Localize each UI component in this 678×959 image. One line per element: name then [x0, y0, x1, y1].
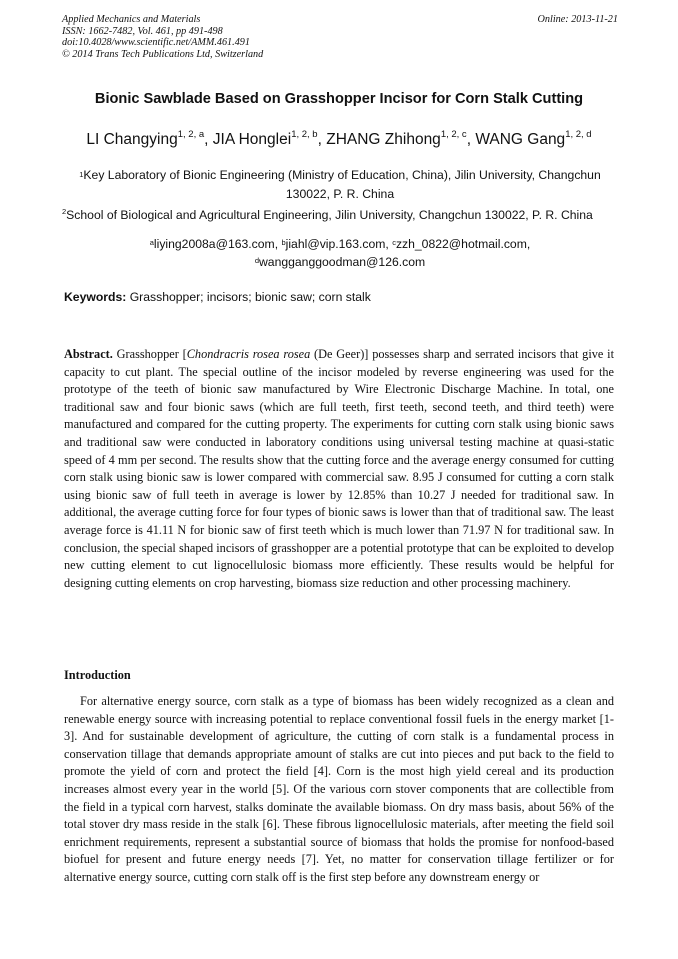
author-superscript: 1, 2, c — [440, 129, 467, 140]
author-superscript: 1, 2, d — [565, 129, 592, 140]
email-superscript: a — [149, 238, 154, 247]
affiliation-text: School of Biological and Agricultural Engineering, Jilin University, Changchun 130022, P. R. China — [66, 208, 593, 222]
keywords-text: Grasshopper; incisors; bionic saw; corn stalk — [129, 290, 371, 304]
author-name: WANG Gang — [475, 131, 566, 148]
copyright-line: © 2014 Trans Tech Publications Ltd, Switzerland — [62, 48, 264, 60]
author-name: JIA Honglei — [212, 131, 292, 148]
online-date: Online: 2013-11-21 — [537, 14, 618, 25]
affiliation-2 — [62, 208, 622, 222]
email-link[interactable]: wangganggoodman@126.com — [258, 255, 426, 269]
journal-header — [62, 14, 618, 60]
email-list: $^a$liying2008a@163.com, $^b$jiahl@vip.163.com, $^c$zzh_0822@hotmail.com, $^d$wangganggoodman@126.com — [149, 237, 531, 269]
affiliation-1 — [64, 166, 616, 204]
email-superscript: d — [254, 256, 259, 265]
email-link[interactable]: jiahl@vip.163.com — [285, 237, 386, 251]
doi-line[interactable]: doi:10.4028/www.scientific.net/AMM.461.491 — [62, 37, 250, 49]
introduction-heading: Introduction — [64, 668, 131, 682]
keywords-label: Keywords: — [64, 290, 127, 304]
author-name: ZHANG Zhihong — [326, 131, 441, 148]
introduction-paragraph: For alternative energy source, corn stalk as a type of biomass has been widely recognized as a clean and renewable energy source with increasing potential to replace conventional fossil fuels in the energy market [1-3]. And for sustainable development of agriculture, the cutting of corn stalk is a fundamental process in conservation tillage that demands appropriate amount of stalks are cut into pieces and put back to the field to promote the yield of corn and protect the field [4]. Corn is the most high yield cereal and its production increases almost every year in the world [5]. Of the various corn stover components that are collectible from the field in a typical corn harvest, stalks dominate the available biomass. On dry mass basis, about 56% of the total stover dry mass reside in the stalk [6]. These fibrous lignocellulosic materials, after meeting the field soil enrichment requirements, represent a substantial source of biomass that holds the promise for nonfood-based biofuel for present and future energy needs [7]. Yet, no matter for conservation tillage fertilizer or for alternative energy source, cutting corn stalk off is the first step before any downstream energy or — [64, 694, 614, 884]
author-list: LI Changying$^{1, 2, a}$, JIA Honglei$^{1, 2, b}$, ZHANG Zhihong$^{1, 2, c}$, WANG Gang$^{1, 2, d}$ — [86, 129, 592, 148]
abstract — [64, 346, 614, 592]
abstract-species: Chondracris rosea rosea — [186, 347, 311, 361]
email-link[interactable]: zzh_0822@hotmail.com — [395, 237, 527, 251]
abstract-text: (De Geer)] possesses sharp and serrated incisors that give it capacity to cut plant. The special outline of the incisor modeled by reverse engineering was used for the prototype of the teeth of bionic saw manufactured by Wire Electronic Discharge Machine. In total, one traditional saw and four bionic saws (which are full teeth, first teeth, second teeth, and third teeth) were manufactured and compared for the cutting property. The experiments for cutting corn stalk using bionic saws and traditional saw were conducted in laboratory conditions using universal testing machine at quasi-static speed of 4 mm per second. The results show that the cutting force and the average energy consumed for cutting corn stalk using bionic saw is lower compared with commercial saw. 8.95 J consumed for cutting a corn stalk using bionic saw of full teeth in average is lower by 12.85% than 10.27 J needed for traditional saw. In additional, the average cutting force for four types of bionic saws is lower than that of traditional saw. The least average force is 41.11 N for bionic saw of first teeth which is much lower than 71.97 N for traditional saw. In conclusion, the special shaped incisors of grasshopper are a potential prototype that can be exploited to develop new cutting element to cut lignocellulosic biomass more efficiently. These results would be helpful for designing cutting elements on crop harvesting, biomass size reduction and other processing machinery. — [64, 347, 614, 590]
paper-title: Bionic Sawblade Based on Grasshopper Incisor for Corn Stalk Cutting — [94, 91, 584, 107]
affiliation-text: Key Laboratory of Bionic Engineering (Ministry of Education, China), Jilin University, Changchun 130022, P. R. China — [83, 168, 601, 201]
affiliation-superscript: 2 — [62, 207, 67, 216]
journal-name: Applied Mechanics and Materials — [62, 14, 201, 25]
email-superscript: b — [281, 238, 286, 247]
email-link[interactable]: liying2008a@163.com — [153, 237, 275, 251]
author-name: LI Changying — [86, 131, 178, 148]
author-superscript: 1, 2, b — [291, 129, 318, 140]
abstract-text-start: Grasshopper [ — [116, 347, 187, 361]
affiliation-superscript: 1 — [79, 170, 84, 179]
issn-line: ISSN: 1662-7482, Vol. 461, pp 491-498 — [62, 25, 223, 37]
abstract-label: Abstract. — [64, 347, 113, 361]
email-superscript: c — [392, 238, 396, 247]
keywords — [64, 290, 616, 304]
author-superscript: 1, 2, a — [177, 129, 205, 140]
